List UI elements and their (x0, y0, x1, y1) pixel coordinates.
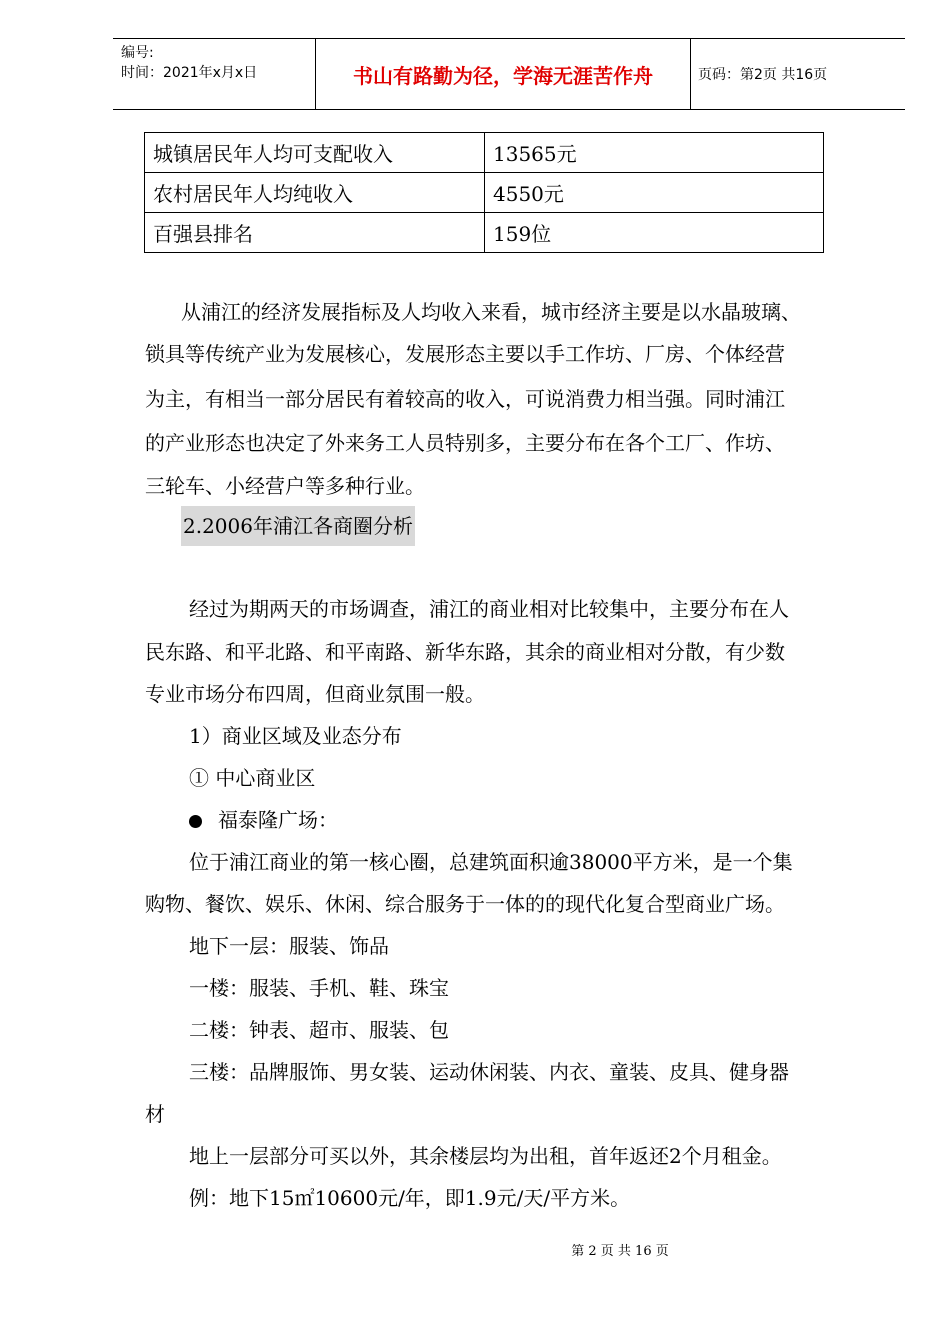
table-cell-label: 城镇居民年人均可支配收入 (145, 133, 485, 173)
table-cell-label: 农村居民年人均纯收入 (145, 173, 485, 213)
paragraph-line: 锁具等传统产业为发展核心，发展形态主要以手工作坊、厂房、个体经营 (145, 342, 785, 366)
floor-line: 一楼：服装、手机、鞋、珠宝 (189, 976, 449, 1000)
header-page-number: 页码：第2页 共16页 (698, 67, 828, 83)
page-footer: 第 2 页 共 16 页 (571, 1244, 669, 1259)
page-header (113, 38, 905, 110)
paragraph-line: 位于浦江商业的第一核心圈，总建筑面积逾38000平方米，是一个集 (189, 850, 793, 874)
table-row (145, 173, 824, 213)
time-label: 时间：2021年x月x日 (121, 65, 258, 81)
header-meta (121, 43, 311, 83)
bullet-item (189, 799, 338, 841)
paragraph-line: 从浦江的经济发展指标及人均收入来看，城市经济主要是以水晶玻璃、 (181, 300, 801, 324)
header-motto: 书山有路勤为径，学海无涯苦作舟 (353, 63, 653, 88)
paragraph-line: 为主，有相当一部分居民有着较高的收入，可说消费力相当强。同时浦江 (145, 387, 785, 411)
code-label: 编号: (121, 45, 154, 61)
table-cell-value: 4550元 (485, 173, 824, 213)
floor-line: 三楼：品牌服饰、男女装、运动休闲装、内衣、童装、皮具、健身器 (189, 1060, 789, 1084)
paragraph-line: 的产业形态也决定了外来务工人员特别多，主要分布在各个工厂、作坊、 (145, 431, 785, 455)
floor-line: 二楼：钟表、超市、服装、包 (189, 1018, 449, 1042)
table-row (145, 133, 824, 173)
subsection-title: ① 中心商业区 (189, 766, 316, 790)
paragraph-line: 民东路、和平北路、和平南路、新华东路，其余的商业相对分散，有少数 (145, 640, 785, 664)
table-cell-label: 百强县排名 (145, 213, 485, 253)
rent-note: 地上一层部分可买以外，其余楼层均为出租，首年返还2个月租金。 (189, 1144, 782, 1168)
table-cell-value: 159位 (485, 213, 824, 253)
paragraph-line: 专业市场分布四周，但商业氛围一般。 (145, 682, 485, 706)
paragraph-line: 三轮车、小经营户等多种行业。 (145, 474, 425, 498)
paragraph-line: 购物、餐饮、娱乐、休闲、综合服务于一体的的现代化复合型商业广场。 (145, 892, 785, 916)
subsection-title: 1）商业区域及业态分布 (189, 724, 402, 748)
table-cell-value: 13565元 (485, 133, 824, 173)
header-divider (690, 39, 691, 109)
income-table (144, 132, 824, 253)
bullet-icon (189, 815, 202, 828)
paragraph-line: 经过为期两天的市场调查，浦江的商业相对比较集中，主要分布在人 (189, 597, 789, 621)
table-row (145, 213, 824, 253)
example-line: 例：地下15㎡10600元/年，即1.9元/天/平方米。 (189, 1186, 631, 1210)
bullet-text: 福泰隆广场： (218, 808, 338, 832)
floor-line: 地下一层：服装、饰品 (189, 934, 389, 958)
floor-line-wrap: 材 (145, 1102, 165, 1126)
section-heading: 2.2006年浦江各商圈分析 (181, 506, 415, 546)
